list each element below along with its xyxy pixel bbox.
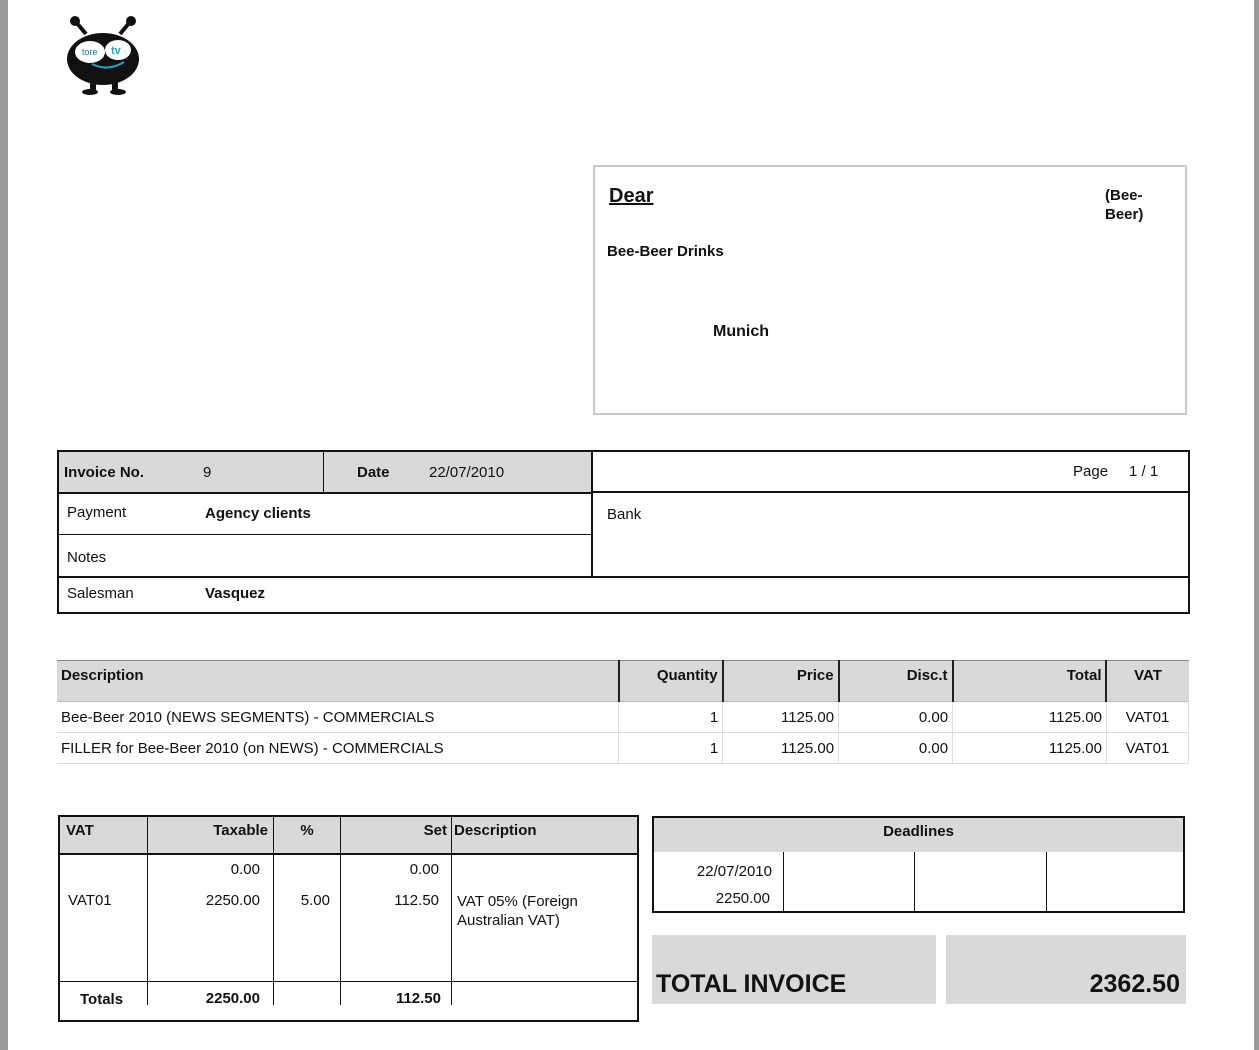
table-row xyxy=(57,733,1189,764)
invoice-header-table xyxy=(57,450,1190,614)
total-invoice-label: TOTAL INVOICE xyxy=(656,970,847,998)
divider xyxy=(59,576,1190,578)
logo-text-right: tv xyxy=(111,45,121,57)
item-discount: 0.00 xyxy=(839,702,953,733)
salutation: Dear xyxy=(609,185,654,207)
total-invoice-value: 2362.50 xyxy=(1089,970,1180,998)
col-description: Description xyxy=(57,661,619,702)
salesman-label: Salesman xyxy=(67,585,134,602)
vat-totals-label: Totals xyxy=(80,991,124,1008)
col-vat: VAT xyxy=(1106,661,1188,702)
vat-row0-set: 0.00 xyxy=(409,861,439,878)
divider xyxy=(59,534,591,535)
deadline-amount: 2250.00 xyxy=(715,890,770,907)
item-price: 1125.00 xyxy=(723,733,839,764)
item-total: 1125.00 xyxy=(953,733,1107,764)
divider xyxy=(60,981,637,982)
page-label: Page xyxy=(1073,463,1109,480)
invoice-no-label: Invoice No. xyxy=(64,464,145,481)
customer-city: Munich xyxy=(713,323,769,340)
divider xyxy=(783,852,784,911)
col-total: Total xyxy=(953,661,1107,702)
vat-row1-code: VAT01 xyxy=(68,892,112,909)
deadline-date: 22/07/2010 xyxy=(696,863,772,880)
total-invoice-label-box xyxy=(652,935,936,1004)
deadlines-title: Deadlines xyxy=(883,823,954,840)
vat-col-vat: VAT xyxy=(66,822,94,839)
company-logo xyxy=(60,14,150,96)
item-total: 1125.00 xyxy=(953,702,1107,733)
vat-totals-taxable: 2250.00 xyxy=(205,990,260,1007)
items-header-row xyxy=(57,661,1189,702)
vat-row1-description: VAT 05% (Foreign Australian VAT) xyxy=(457,893,578,929)
col-quantity: Quantity xyxy=(619,661,723,702)
divider xyxy=(591,491,1190,493)
vat-row1-taxable: 2250.00 xyxy=(205,892,260,909)
customer-name: Bee-Beer Drinks xyxy=(607,243,724,260)
item-price: 1125.00 xyxy=(723,702,839,733)
date-value: 22/07/2010 xyxy=(429,464,505,481)
divider xyxy=(1046,852,1047,911)
divider xyxy=(914,852,915,911)
item-quantity: 1 xyxy=(619,733,723,764)
vat-row1-set: 112.50 xyxy=(394,892,439,909)
divider xyxy=(591,452,593,577)
total-invoice-value-box xyxy=(946,935,1186,1004)
page-frame-right xyxy=(1254,0,1259,1050)
invoice-no-value: 9 xyxy=(203,464,212,481)
notes-label: Notes xyxy=(67,549,107,566)
payment-label: Payment xyxy=(67,504,127,521)
item-vat: VAT01 xyxy=(1106,702,1188,733)
table-row xyxy=(57,702,1189,733)
item-description: Bee-Beer 2010 (NEWS SEGMENTS) - COMMERCIALS xyxy=(57,702,619,733)
col-price: Price xyxy=(723,661,839,702)
col-discount: Disc.t xyxy=(839,661,953,702)
page-frame-left xyxy=(0,0,8,1050)
page-value: 1 / 1 xyxy=(1129,463,1159,480)
vat-row1-percent: 5.00 xyxy=(300,892,330,909)
recipient-address-box xyxy=(593,165,1187,415)
logo-text-left: tore xyxy=(82,47,98,57)
bank-label: Bank xyxy=(607,506,642,523)
item-description: FILLER for Bee-Beer 2010 (on NEWS) - COMMERCIALS xyxy=(57,733,619,764)
item-vat: VAT01 xyxy=(1106,733,1188,764)
vat-col-set: Set xyxy=(423,822,447,839)
divider xyxy=(451,817,452,1005)
line-items-table xyxy=(57,660,1189,764)
date-label: Date xyxy=(357,464,390,481)
divider xyxy=(147,817,148,1005)
item-discount: 0.00 xyxy=(839,733,953,764)
vat-col-percent: % xyxy=(300,822,314,839)
vat-col-description: Description xyxy=(454,822,537,839)
vat-row0-taxable: 0.00 xyxy=(230,861,260,878)
item-quantity: 1 xyxy=(619,702,723,733)
vat-totals-set: 112.50 xyxy=(395,990,441,1007)
payment-value: Agency clients xyxy=(205,505,311,522)
deadlines-table xyxy=(652,816,1185,913)
salesman-value: Vasquez xyxy=(205,585,266,602)
customer-code: (Bee-Beer) xyxy=(1105,187,1144,223)
divider xyxy=(323,452,324,492)
vat-summary-table xyxy=(58,815,639,1022)
divider xyxy=(340,817,341,1005)
divider xyxy=(273,817,274,1005)
vat-col-taxable: Taxable xyxy=(213,822,268,839)
